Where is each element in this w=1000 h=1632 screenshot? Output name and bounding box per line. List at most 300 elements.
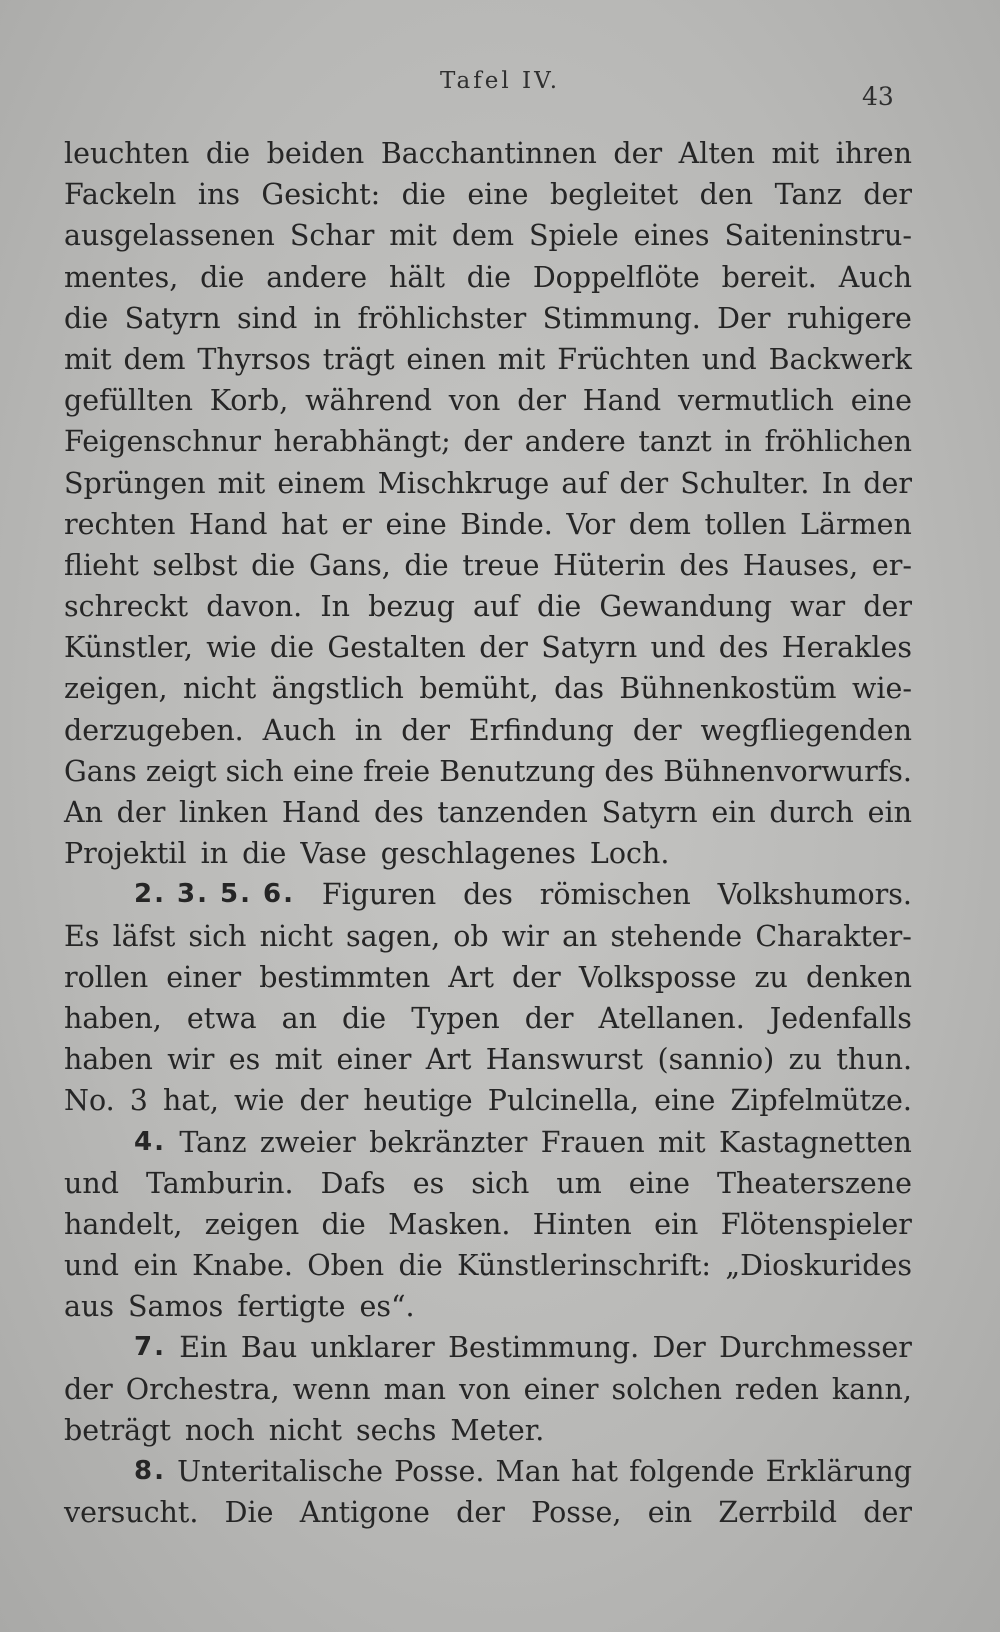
word: des <box>463 878 513 912</box>
word: der <box>463 425 513 459</box>
word: eines <box>633 219 710 253</box>
word: Art <box>425 1043 472 1077</box>
word: einen <box>406 342 486 376</box>
word: Masken. <box>388 1207 511 1241</box>
word: selbst <box>152 548 238 582</box>
word: noch <box>184 1413 255 1447</box>
word: versucht. <box>64 1496 199 1530</box>
word: mit <box>771 137 820 170</box>
word: Künstlerinschrift: <box>457 1249 711 1283</box>
word: ruhigere <box>786 301 912 335</box>
word: „Dioskurides <box>725 1249 912 1283</box>
word: zeigen, <box>64 672 168 706</box>
word: ausgelassenen <box>64 219 275 253</box>
word: eine <box>467 178 529 212</box>
word: der <box>619 466 669 500</box>
word: der <box>524 1001 574 1035</box>
word: geschlagenes <box>380 837 576 871</box>
text-line <box>64 545 912 586</box>
word: Art <box>448 960 494 994</box>
text-line <box>64 1369 912 1410</box>
word: mentes, <box>64 260 179 294</box>
word: Doppelflöte <box>532 260 700 294</box>
word: rollen <box>64 960 149 994</box>
text-line <box>64 998 912 1039</box>
word: einer <box>523 1372 599 1406</box>
text-line <box>64 504 912 545</box>
text-line <box>64 1492 912 1533</box>
word: (sannio) <box>657 1043 775 1077</box>
word: Posse, <box>531 1496 622 1530</box>
word: trägt <box>322 342 395 376</box>
word: der <box>863 178 912 212</box>
word: Samos <box>127 1290 224 1324</box>
word: durch <box>769 796 854 829</box>
word: Künstler, <box>64 631 193 665</box>
word: in <box>200 837 229 871</box>
word: Bühnenkostüm <box>619 672 837 706</box>
word: Gesicht: <box>261 178 381 212</box>
word: mit <box>64 342 112 376</box>
word: Satyrn <box>124 301 221 335</box>
word: treue <box>462 548 540 582</box>
word: folgende <box>629 1455 755 1488</box>
word: sich <box>225 754 284 788</box>
word: ob <box>453 919 489 953</box>
word: Figuren <box>321 878 437 912</box>
word: Benutzung <box>439 754 596 788</box>
word: Orchestra, <box>125 1372 280 1406</box>
word: thun. <box>836 1043 912 1077</box>
word: Der <box>652 1331 706 1365</box>
word: eine <box>385 507 447 541</box>
text-line <box>64 627 912 668</box>
word: ein <box>867 796 912 829</box>
word: die <box>251 548 296 582</box>
word: zweier <box>259 1125 356 1159</box>
word: eine <box>628 1166 690 1200</box>
word: handelt, <box>64 1207 183 1241</box>
word: Tamburin. <box>146 1166 294 1200</box>
word: rechten <box>64 507 176 541</box>
text-line <box>64 1286 912 1327</box>
item-number: 2. 3. 5. 6. <box>134 879 296 910</box>
word: Backwerk <box>768 342 912 376</box>
word: auf <box>472 590 519 624</box>
text-line <box>64 1122 912 1163</box>
word: Bühnenvorwurfs. <box>663 754 912 788</box>
word: Auch <box>262 713 336 747</box>
text-line <box>64 668 912 709</box>
text-line <box>64 710 912 751</box>
text-line <box>64 833 912 874</box>
word: Schulter. <box>680 466 810 500</box>
word: ein <box>711 796 756 829</box>
word: tollen <box>704 507 787 541</box>
word: Hauses, <box>742 548 859 582</box>
word: sich <box>471 1166 530 1200</box>
word: nicht <box>268 1413 342 1447</box>
word: Oben <box>307 1249 385 1283</box>
word: und <box>701 342 757 376</box>
word: Charakter- <box>755 919 912 953</box>
word: 3 <box>129 1084 148 1118</box>
word: wegfliegenden <box>700 713 912 747</box>
word: bestimmten <box>259 960 431 994</box>
word: die <box>321 1207 366 1241</box>
word: einer <box>166 960 242 994</box>
word: die <box>64 301 109 335</box>
word: wir <box>501 919 549 953</box>
word: begleitet <box>549 178 679 212</box>
word: es <box>228 1043 261 1077</box>
text-line <box>64 215 912 256</box>
word: solchen <box>611 1372 722 1406</box>
word: Unteritalische <box>177 1455 383 1488</box>
word: linken <box>179 796 269 829</box>
word: ein <box>133 1249 178 1283</box>
word: flieht <box>64 548 139 582</box>
word: Tanz <box>179 1125 247 1159</box>
word: Sprüngen <box>64 466 206 500</box>
word: Volksposse <box>578 960 737 994</box>
word: Loch. <box>589 837 670 871</box>
word: römischen <box>539 878 691 912</box>
word: mit <box>658 1125 706 1159</box>
word: Projektil <box>64 837 187 871</box>
word: No. <box>64 1084 115 1118</box>
item-number: 4. <box>134 1126 166 1157</box>
word: Knabe. <box>192 1249 293 1283</box>
word: hat <box>571 1455 618 1488</box>
word: eine <box>850 384 912 418</box>
word: die <box>398 1249 443 1283</box>
word: Frauen <box>540 1125 645 1159</box>
word: in <box>313 301 342 335</box>
word: Zipfelmütze. <box>730 1084 912 1118</box>
word: In <box>320 590 350 624</box>
word: Spiele <box>528 219 619 253</box>
word: Theaterszene <box>717 1166 912 1200</box>
word: der <box>863 1496 912 1530</box>
word: unklarer <box>310 1331 435 1365</box>
word: und <box>64 1166 119 1200</box>
word: die <box>242 837 287 871</box>
word: fröhlichen <box>764 425 912 459</box>
word: der <box>863 466 912 500</box>
word: die <box>466 260 511 294</box>
word: er <box>341 507 372 541</box>
word: Typen <box>411 1001 500 1035</box>
word: etwa <box>186 1001 257 1035</box>
text-line <box>64 380 912 421</box>
word: der <box>632 713 682 747</box>
word: Es <box>64 919 100 953</box>
word: an <box>562 919 598 953</box>
word: Gans, <box>308 548 391 582</box>
word: Früchten <box>557 342 690 376</box>
word: die <box>537 590 582 624</box>
word: Bau <box>240 1331 298 1365</box>
text-line <box>64 257 912 298</box>
word: die <box>200 260 245 294</box>
word: Gans <box>64 754 137 788</box>
word: der <box>512 960 561 994</box>
body-text <box>64 133 912 1533</box>
word: haben <box>64 1043 153 1077</box>
word: hat <box>281 507 328 541</box>
word: eine <box>292 754 355 788</box>
word: der <box>64 1372 113 1406</box>
word: Mischkruge <box>377 466 550 500</box>
word: In <box>821 466 852 500</box>
word: mit <box>497 342 546 376</box>
word: dem <box>628 507 691 541</box>
word: eine <box>654 1084 716 1118</box>
word: bezug <box>368 590 455 624</box>
text-line <box>64 792 912 833</box>
word: Schar <box>289 219 375 253</box>
word: Gewandung <box>599 590 772 624</box>
word: den <box>699 178 754 212</box>
word: dem <box>123 342 186 376</box>
word: Hand <box>281 796 361 829</box>
word: denken <box>805 960 912 994</box>
word: Bacchantinnen <box>380 137 597 170</box>
page-number: 43 <box>862 82 894 111</box>
word: sind <box>236 301 298 335</box>
word: zeigt <box>145 754 217 788</box>
word: Binde. <box>460 507 553 541</box>
word: bereit. <box>721 260 817 294</box>
word: Erklärung <box>765 1455 912 1488</box>
word: wie <box>206 631 257 665</box>
word: mit <box>389 219 437 253</box>
word: der <box>613 137 663 170</box>
word: bemüht, <box>419 672 539 706</box>
text-line <box>64 916 912 957</box>
word: von <box>448 384 501 418</box>
word: Hand <box>189 507 268 541</box>
word: der <box>479 631 528 665</box>
running-title: Tafel IV. <box>439 68 561 94</box>
word: Zerrbild <box>718 1496 837 1530</box>
word: Herakles <box>781 631 912 665</box>
word: an <box>281 1001 317 1035</box>
word: Fackeln <box>64 178 177 212</box>
word: Pulcinella, <box>487 1084 640 1118</box>
word: nicht <box>182 672 257 706</box>
word: die <box>404 548 449 582</box>
word: fröhlichster <box>357 301 527 335</box>
word: tanzt <box>638 425 712 459</box>
word: Auch <box>838 260 912 294</box>
word: andere <box>266 260 368 294</box>
word: aus <box>64 1290 114 1324</box>
word: ein <box>647 1496 693 1530</box>
text-line <box>64 1039 912 1080</box>
word: der <box>299 1084 349 1118</box>
word: ihren <box>835 137 912 170</box>
word: und <box>650 631 706 665</box>
word: das <box>554 672 604 706</box>
word: die <box>269 631 315 665</box>
word: Thyrsos <box>197 342 311 376</box>
word: Tanz <box>774 178 842 212</box>
word: Hand <box>582 384 662 418</box>
text-line <box>64 1245 912 1286</box>
word: zu <box>788 1043 823 1077</box>
word: einer <box>336 1043 412 1077</box>
word: wir <box>167 1043 215 1077</box>
word: beträgt <box>64 1413 171 1447</box>
word: Saiteninstru- <box>724 219 912 253</box>
word: und <box>64 1249 119 1283</box>
word: man <box>383 1372 447 1406</box>
word: während <box>305 384 432 418</box>
word: wie- <box>851 672 912 706</box>
text-line <box>64 1163 912 1204</box>
word: Ein <box>179 1331 228 1365</box>
word: Volkshumors. <box>717 878 912 912</box>
word: Korb, <box>209 384 289 418</box>
word: leuchten <box>64 137 190 170</box>
word: Satyrn <box>541 631 638 665</box>
word: war <box>790 590 846 624</box>
word: der <box>456 1496 505 1530</box>
word: des <box>718 631 769 665</box>
text-line <box>64 1451 912 1492</box>
word: Durchmesser <box>719 1331 912 1365</box>
word: sechs <box>355 1413 437 1447</box>
word: Die <box>224 1496 274 1530</box>
word: Meter. <box>450 1413 545 1447</box>
text-line <box>64 1080 912 1121</box>
word: gefüllten <box>64 384 193 418</box>
word: der <box>116 796 166 829</box>
word: davon. <box>206 590 303 624</box>
word: Vase <box>300 837 367 871</box>
word: in <box>354 713 383 747</box>
text-line <box>64 298 912 339</box>
word: Kastagnetten <box>718 1125 912 1159</box>
word: von <box>459 1372 511 1406</box>
word: Lärmen <box>800 507 912 541</box>
word: sich <box>188 919 247 953</box>
text-line <box>64 1410 912 1451</box>
text-line <box>64 1327 912 1368</box>
word: der <box>863 590 912 624</box>
word: es“. <box>359 1290 415 1324</box>
word: Hüterin <box>553 548 666 582</box>
word: Bestimmung. <box>448 1331 640 1365</box>
word: dem <box>451 219 514 253</box>
word: bekränzter <box>369 1125 528 1159</box>
word: es <box>412 1166 445 1200</box>
word: reden <box>734 1372 819 1406</box>
item-number: 8. <box>134 1456 166 1486</box>
word: zeigen <box>204 1207 300 1241</box>
word: Posse. <box>394 1455 485 1488</box>
word: haben, <box>64 1001 162 1035</box>
word: Satyrn <box>601 796 698 829</box>
word: die <box>341 1001 387 1035</box>
word: Man <box>495 1455 561 1488</box>
word: Der <box>717 301 771 335</box>
word: Stimmung. <box>542 301 701 335</box>
word: um <box>556 1166 602 1200</box>
word: fertigte <box>237 1290 346 1324</box>
word: beiden <box>266 137 365 170</box>
text-line <box>64 1204 912 1245</box>
word: schreckt <box>64 590 189 624</box>
word: mit <box>217 466 266 500</box>
text-line <box>64 421 912 462</box>
word: Hanswurst <box>485 1043 644 1077</box>
word: Feigenschnur <box>64 425 261 459</box>
word: Atellanen. <box>598 1001 745 1035</box>
text-line <box>64 339 912 380</box>
word: derzugeben. <box>64 713 244 747</box>
word: auf <box>561 466 608 500</box>
word: An <box>64 796 103 829</box>
text-line <box>64 133 912 174</box>
word: Alten <box>678 137 756 170</box>
word: wenn <box>292 1372 371 1406</box>
word: nicht <box>259 919 333 953</box>
word: ängstlich <box>271 672 404 706</box>
word: Antigone <box>299 1496 430 1530</box>
text-line <box>64 174 912 215</box>
text-line <box>64 463 912 504</box>
word: kann, <box>831 1372 912 1406</box>
text-line <box>64 957 912 998</box>
word: des <box>604 754 655 788</box>
word: er- <box>871 548 912 582</box>
word: ein <box>654 1207 699 1241</box>
word: der <box>517 384 566 418</box>
word: stehende <box>610 919 743 953</box>
word: heutige <box>363 1084 473 1118</box>
word: sagen, <box>345 919 441 953</box>
word: freie <box>363 754 431 788</box>
word: Dafs <box>320 1166 386 1200</box>
word: des <box>679 548 730 582</box>
word: hat, <box>163 1084 219 1118</box>
word: des <box>373 796 424 829</box>
word: mit <box>274 1043 323 1077</box>
word: die <box>205 137 251 170</box>
word: vermutlich <box>677 384 834 418</box>
word: der <box>401 713 450 747</box>
word: andere <box>524 425 626 459</box>
word: wie <box>234 1084 285 1118</box>
text-line <box>64 874 912 915</box>
word: Gestalten <box>327 631 466 665</box>
word: tanzenden <box>437 796 588 829</box>
word: Erfindung <box>468 713 614 747</box>
word: Hinten <box>532 1207 632 1241</box>
word: in <box>724 425 752 459</box>
word: Vor <box>566 507 616 541</box>
text-line <box>64 751 912 792</box>
word: Jedenfalls <box>769 1001 912 1035</box>
word: zu <box>754 960 788 994</box>
word: ins <box>197 178 240 212</box>
word: hält <box>388 260 445 294</box>
word: einem <box>277 466 366 500</box>
word: läfst <box>112 919 176 953</box>
